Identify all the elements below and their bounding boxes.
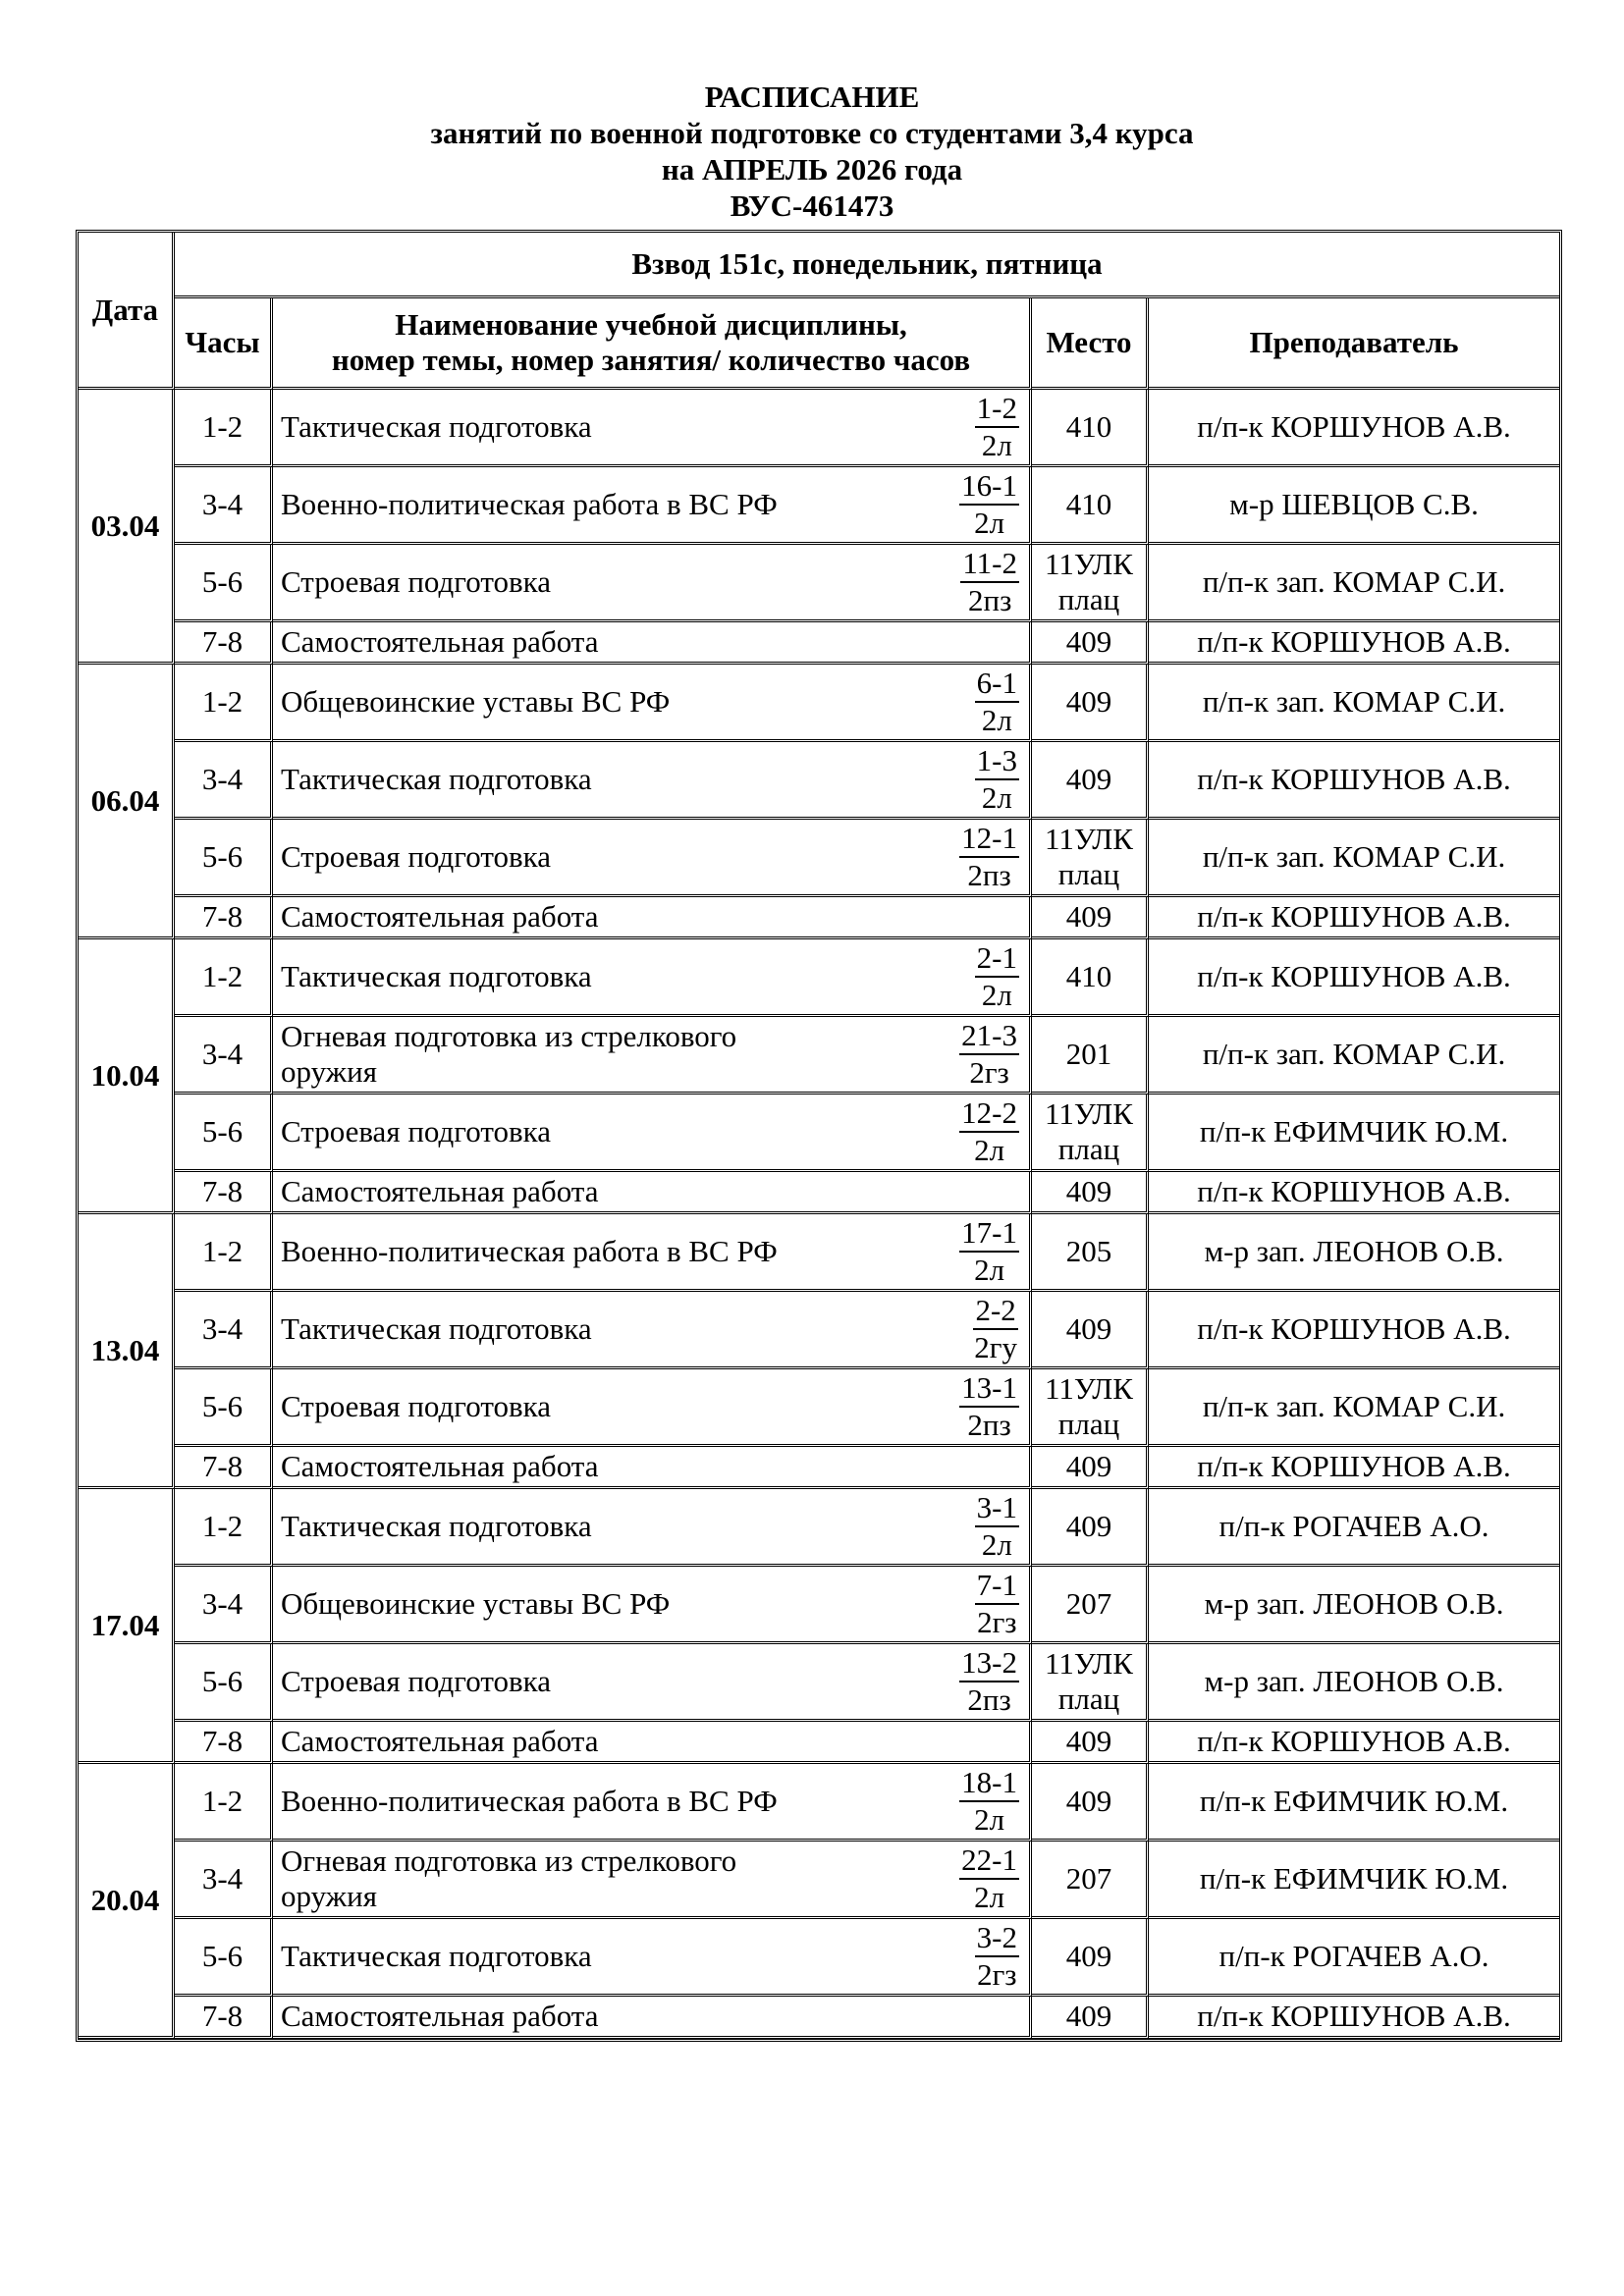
- hours-cell: 3-4: [175, 742, 273, 820]
- lesson-hours: 2гз: [969, 1055, 1009, 1090]
- lesson-hours: 2л: [974, 1802, 1005, 1837]
- document-header: [0, 79, 1624, 224]
- subject-wrap: [273, 939, 1029, 1014]
- subject-cell: [273, 1567, 1032, 1644]
- place-line: 409: [1065, 1724, 1112, 1758]
- place-line-2: плац: [1057, 582, 1120, 616]
- topic-fraction: [959, 1765, 1029, 1838]
- table-row: [79, 1567, 1559, 1644]
- topic-fraction: [975, 666, 1029, 738]
- subject-wrap: [273, 897, 1029, 936]
- place-line: 11УЛК: [1044, 547, 1133, 581]
- subject-wrap: [273, 1919, 1029, 1994]
- place-line: 409: [1065, 624, 1112, 659]
- subject-line: Огневая подготовка из стрелкового: [281, 1843, 737, 1878]
- subject-wrap: [273, 1369, 1029, 1444]
- subject-line: Тактическая подготовка: [281, 762, 592, 796]
- header-date: Дата: [79, 233, 175, 390]
- subject-name: [273, 1019, 736, 1090]
- topic-number: 3-2: [975, 1920, 1019, 1957]
- hours-cell: 7-8: [175, 622, 273, 665]
- lesson-hours: 2л: [974, 1253, 1005, 1287]
- teacher-cell: п/п-к зап. КОМАР С.И.: [1149, 665, 1559, 742]
- place-cell: [1032, 1764, 1149, 1842]
- subject-name: [273, 1843, 736, 1914]
- topic-fraction: [972, 1293, 1029, 1365]
- date-cell: 03.04: [79, 390, 175, 665]
- place-line: 11УЛК: [1044, 822, 1133, 856]
- subject-line: Строевая подготовка: [281, 1114, 551, 1148]
- subject-line: Строевая подготовка: [281, 1389, 551, 1423]
- topic-number: 17-1: [959, 1215, 1019, 1253]
- place-cell: [1032, 1292, 1149, 1369]
- hours-cell: 5-6: [175, 1644, 273, 1722]
- date-cell: 17.04: [79, 1489, 175, 1764]
- subject-line: Общевоинские уставы ВС РФ: [281, 1586, 671, 1621]
- subject-wrap: [273, 390, 1029, 464]
- place-cell: [1032, 1489, 1149, 1567]
- lesson-hours: 2пз: [967, 1682, 1011, 1717]
- subject-name: [273, 2001, 598, 2032]
- date-cell: 06.04: [79, 665, 175, 939]
- subject-name: [273, 762, 592, 797]
- table-row: [79, 1369, 1559, 1447]
- subject-line: Самостоятельная работа: [281, 1724, 599, 1758]
- topic-fraction: [975, 940, 1029, 1013]
- table-row: [79, 1017, 1559, 1095]
- place-line: 409: [1065, 899, 1112, 934]
- place-cell: [1032, 1447, 1149, 1489]
- doc-title: РАСПИСАНИЕ: [704, 80, 920, 114]
- subject-wrap: [273, 1997, 1029, 2036]
- header-place: Место: [1032, 298, 1149, 390]
- hours-cell: 5-6: [175, 1369, 273, 1447]
- topic-number: 2-2: [973, 1293, 1017, 1330]
- teacher-cell: п/п-к ЕФИМЧИК Ю.М.: [1149, 1764, 1559, 1842]
- subject-line: Самостоятельная работа: [281, 624, 599, 659]
- hours-cell: 7-8: [175, 897, 273, 939]
- hours-cell: 7-8: [175, 1722, 273, 1764]
- place-line-2: плац: [1057, 1682, 1120, 1716]
- table-row: [79, 467, 1559, 545]
- table-row: [79, 1095, 1559, 1172]
- place-cell: [1032, 1214, 1149, 1292]
- subject-wrap: [273, 545, 1029, 619]
- subject-cell: [273, 665, 1032, 742]
- place-cell: [1032, 1567, 1149, 1644]
- place-line: 409: [1065, 1509, 1112, 1543]
- subject-name: [273, 1726, 598, 1757]
- subject-cell: [273, 1919, 1032, 1997]
- lesson-hours: 2л: [974, 1880, 1005, 1914]
- subject-wrap: [273, 820, 1029, 894]
- place-line: 11УЛК: [1044, 1646, 1133, 1681]
- place-line: 409: [1065, 762, 1112, 796]
- place-cell: [1032, 1369, 1149, 1447]
- date-cell: 20.04: [79, 1764, 175, 2039]
- subject-line-2: оружия: [281, 1054, 377, 1089]
- topic-fraction: [959, 821, 1029, 893]
- place-cell: [1032, 390, 1149, 467]
- lesson-hours: 2гз: [977, 1605, 1017, 1639]
- table-row: [79, 1919, 1559, 1997]
- subject-line: Тактическая подготовка: [281, 1939, 592, 1973]
- lesson-hours: 2пз: [967, 1408, 1011, 1442]
- subject-line-2: оружия: [281, 1879, 377, 1913]
- topic-number: 13-2: [959, 1645, 1019, 1682]
- topic-number: 22-1: [959, 1842, 1019, 1880]
- hours-cell: 1-2: [175, 390, 273, 467]
- topic-number: 7-1: [975, 1568, 1019, 1605]
- topic-fraction: [959, 1018, 1029, 1091]
- teacher-cell: п/п-к ЕФИМЧИК Ю.М.: [1149, 1095, 1559, 1172]
- place-cell: [1032, 1997, 1149, 2039]
- teacher-cell: п/п-к зап. КОМАР С.И.: [1149, 820, 1559, 897]
- topic-fraction: [959, 468, 1029, 541]
- hours-cell: 1-2: [175, 665, 273, 742]
- hours-cell: 7-8: [175, 1447, 273, 1489]
- place-cell: [1032, 1017, 1149, 1095]
- place-cell: [1032, 1644, 1149, 1722]
- subject-name: [273, 901, 598, 933]
- subject-line: Огневая подготовка из стрелкового: [281, 1019, 737, 1053]
- subject-wrap: [273, 467, 1029, 542]
- place-cell: [1032, 820, 1149, 897]
- subject-name: [273, 409, 592, 445]
- subject-cell: [273, 939, 1032, 1017]
- table-row: [79, 1172, 1559, 1214]
- topic-fraction: [959, 1370, 1029, 1443]
- subject-line: Строевая подготовка: [281, 1664, 551, 1698]
- subject-cell: [273, 1172, 1032, 1214]
- subject-wrap: [273, 1447, 1029, 1486]
- subject-name: [273, 1311, 592, 1347]
- teacher-cell: п/п-к КОРШУНОВ А.В.: [1149, 1997, 1559, 2039]
- subject-name: [273, 1176, 598, 1207]
- place-line: 201: [1065, 1037, 1112, 1071]
- subject-cell: [273, 1489, 1032, 1567]
- table-row: [79, 1764, 1559, 1842]
- place-line: 410: [1065, 409, 1112, 444]
- subject-name: [273, 684, 670, 720]
- place-cell: [1032, 467, 1149, 545]
- teacher-cell: п/п-к КОРШУНОВ А.В.: [1149, 1722, 1559, 1764]
- place-line: 207: [1065, 1586, 1112, 1621]
- teacher-cell: п/п-к КОРШУНОВ А.В.: [1149, 1172, 1559, 1214]
- hours-cell: 5-6: [175, 820, 273, 897]
- teacher-cell: м-р ШЕВЦОВ С.В.: [1149, 467, 1559, 545]
- topic-number: 12-1: [959, 821, 1019, 858]
- place-line-2: плац: [1057, 1407, 1120, 1441]
- place-line: 409: [1065, 684, 1112, 719]
- place-cell: [1032, 1095, 1149, 1172]
- hours-cell: 3-4: [175, 467, 273, 545]
- place-cell: [1032, 1919, 1149, 1997]
- teacher-cell: п/п-к РОГАЧЕВ А.О.: [1149, 1489, 1559, 1567]
- hours-cell: 1-2: [175, 1489, 273, 1567]
- teacher-cell: п/п-к ЕФИМЧИК Ю.М.: [1149, 1842, 1559, 1919]
- hours-cell: 3-4: [175, 1842, 273, 1919]
- teacher-cell: п/п-к КОРШУНОВ А.В.: [1149, 390, 1559, 467]
- header-subject-line1: Наименование учебной дисциплины,: [395, 307, 907, 342]
- topic-fraction: [959, 1215, 1029, 1288]
- lesson-hours: 2гу: [974, 1330, 1017, 1364]
- place-cell: [1032, 1842, 1149, 1919]
- hours-cell: 5-6: [175, 1095, 273, 1172]
- subject-cell: [273, 1842, 1032, 1919]
- table-row: [79, 1997, 1559, 2039]
- subject-name: [273, 626, 598, 658]
- subject-cell: [273, 820, 1032, 897]
- lesson-hours: 2л: [981, 428, 1012, 462]
- table-row: [79, 622, 1559, 665]
- table-row: [79, 897, 1559, 939]
- place-line: 409: [1065, 1939, 1112, 1973]
- topic-number: 1-3: [975, 743, 1019, 780]
- place-cell: [1032, 1172, 1149, 1214]
- header-group: Взвод 151с, понедельник, пятница: [175, 233, 1559, 298]
- place-line: 410: [1065, 487, 1112, 521]
- subject-name: [273, 1664, 551, 1699]
- place-cell: [1032, 897, 1149, 939]
- subject-line: Общевоинские уставы ВС РФ: [281, 684, 671, 719]
- place-line: 205: [1065, 1234, 1112, 1268]
- subject-name: [273, 959, 592, 994]
- topic-number: 18-1: [959, 1765, 1019, 1802]
- place-line: 409: [1065, 1449, 1112, 1483]
- topic-fraction: [959, 1842, 1029, 1915]
- header-teacher: Преподаватель: [1149, 298, 1559, 390]
- subject-wrap: [273, 665, 1029, 739]
- teacher-cell: п/п-к КОРШУНОВ А.В.: [1149, 1292, 1559, 1369]
- place-line: 11УЛК: [1044, 1096, 1133, 1131]
- subject-name: [273, 1114, 551, 1149]
- hours-cell: 7-8: [175, 1997, 273, 2039]
- hours-cell: 3-4: [175, 1292, 273, 1369]
- place-line: 410: [1065, 959, 1112, 993]
- topic-fraction: [975, 1490, 1029, 1563]
- place-cell: [1032, 939, 1149, 1017]
- subject-cell: [273, 545, 1032, 622]
- topic-number: 3-1: [975, 1490, 1019, 1527]
- place-cell: [1032, 665, 1149, 742]
- subject-wrap: [273, 742, 1029, 817]
- topic-number: 2-1: [975, 940, 1019, 978]
- schedule-body: [79, 390, 1559, 2039]
- topic-fraction: [975, 1920, 1029, 1993]
- topic-fraction: [960, 546, 1029, 618]
- subject-cell: [273, 1997, 1032, 2039]
- subject-name: [273, 1451, 598, 1482]
- table-row: [79, 1722, 1559, 1764]
- subject-line: Военно-политическая работа в ВС РФ: [281, 1234, 778, 1268]
- subject-wrap: [273, 1214, 1029, 1289]
- hours-cell: 3-4: [175, 1567, 273, 1644]
- subject-name: [273, 1389, 551, 1424]
- subject-line: Тактическая подготовка: [281, 1509, 592, 1543]
- schedule-table: [76, 230, 1562, 2042]
- topic-fraction: [959, 1095, 1029, 1168]
- topic-number: 21-3: [959, 1018, 1019, 1055]
- lesson-hours: 2л: [981, 1527, 1012, 1562]
- topic-number: 12-2: [959, 1095, 1019, 1133]
- place-line: 409: [1065, 1311, 1112, 1346]
- subject-cell: [273, 1214, 1032, 1292]
- subject-cell: [273, 1644, 1032, 1722]
- place-line: 409: [1065, 1174, 1112, 1208]
- topic-number: 1-2: [975, 391, 1019, 428]
- subject-cell: [273, 1292, 1032, 1369]
- subject-name: [273, 1939, 592, 1974]
- lesson-hours: 2л: [974, 1133, 1005, 1167]
- subject-cell: [273, 897, 1032, 939]
- header-subject-line2: номер темы, номер занятия/ количество часов: [331, 343, 971, 377]
- subject-cell: [273, 1095, 1032, 1172]
- subject-cell: [273, 622, 1032, 665]
- header-subject: [273, 298, 1032, 390]
- topic-number: 16-1: [959, 468, 1019, 506]
- table-row: [79, 545, 1559, 622]
- table-row: [79, 1489, 1559, 1567]
- topic-fraction: [975, 1568, 1029, 1640]
- table-row: [79, 939, 1559, 1017]
- place-line-2: плац: [1057, 857, 1120, 891]
- table-row: [79, 665, 1559, 742]
- subject-cell: [273, 1764, 1032, 1842]
- topic-fraction: [975, 743, 1029, 816]
- teacher-cell: п/п-к зап. КОМАР С.И.: [1149, 545, 1559, 622]
- subject-line: Военно-политическая работа в ВС РФ: [281, 487, 778, 521]
- table-row: [79, 1842, 1559, 1919]
- subject-wrap: [273, 1764, 1029, 1839]
- table-row: [79, 820, 1559, 897]
- hours-cell: 5-6: [175, 545, 273, 622]
- table-row: [79, 1214, 1559, 1292]
- lesson-hours: 2л: [981, 703, 1012, 737]
- table-row: [79, 1644, 1559, 1722]
- subject-name: [273, 1509, 592, 1544]
- place-cell: [1032, 742, 1149, 820]
- subject-wrap: [273, 1842, 1029, 1916]
- date-cell: 13.04: [79, 1214, 175, 1489]
- subject-line: Военно-политическая работа в ВС РФ: [281, 1784, 778, 1818]
- table-row: [79, 1447, 1559, 1489]
- lesson-hours: 2гз: [977, 1957, 1017, 1992]
- subject-line: Тактическая подготовка: [281, 409, 592, 444]
- teacher-cell: п/п-к КОРШУНОВ А.В.: [1149, 1447, 1559, 1489]
- teacher-cell: м-р зап. ЛЕОНОВ О.В.: [1149, 1567, 1559, 1644]
- subject-wrap: [273, 1489, 1029, 1564]
- doc-period: на АПРЕЛЬ 2026 года: [661, 152, 963, 187]
- teacher-cell: п/п-к РОГАЧЕВ А.О.: [1149, 1919, 1559, 1997]
- subject-wrap: [273, 1095, 1029, 1169]
- teacher-cell: п/п-к КОРШУНОВ А.В.: [1149, 622, 1559, 665]
- table-row: [79, 390, 1559, 467]
- lesson-hours: 2л: [981, 978, 1012, 1012]
- subject-line: Строевая подготовка: [281, 564, 551, 599]
- topic-number: 13-1: [959, 1370, 1019, 1408]
- hours-cell: 1-2: [175, 939, 273, 1017]
- table-row: [79, 742, 1559, 820]
- subject-name: [273, 1586, 670, 1622]
- subject-name: [273, 487, 778, 522]
- teacher-cell: п/п-к зап. КОМАР С.И.: [1149, 1369, 1559, 1447]
- subject-line: Тактическая подготовка: [281, 1311, 592, 1346]
- subject-line: Самостоятельная работа: [281, 1449, 599, 1483]
- subject-line: Самостоятельная работа: [281, 1174, 599, 1208]
- place-line: 11УЛК: [1044, 1371, 1133, 1406]
- teacher-cell: п/п-к зап. КОМАР С.И.: [1149, 1017, 1559, 1095]
- subject-name: [273, 1784, 778, 1819]
- teacher-cell: п/п-к КОРШУНОВ А.В.: [1149, 939, 1559, 1017]
- subject-name: [273, 1234, 778, 1269]
- subject-line: Самостоятельная работа: [281, 899, 599, 934]
- place-cell: [1032, 622, 1149, 665]
- place-cell: [1032, 1722, 1149, 1764]
- subject-wrap: [273, 1292, 1029, 1366]
- lesson-hours: 2пз: [967, 858, 1011, 892]
- teacher-cell: м-р зап. ЛЕОНОВ О.В.: [1149, 1214, 1559, 1292]
- subject-cell: [273, 742, 1032, 820]
- topic-number: 11-2: [960, 546, 1019, 583]
- header-hours: Часы: [175, 298, 273, 390]
- place-cell: [1032, 545, 1149, 622]
- subject-cell: [273, 1447, 1032, 1489]
- place-line: 207: [1065, 1861, 1112, 1896]
- hours-cell: 3-4: [175, 1017, 273, 1095]
- lesson-hours: 2л: [981, 780, 1012, 815]
- subject-cell: [273, 1722, 1032, 1764]
- subject-line: Строевая подготовка: [281, 839, 551, 874]
- doc-code: ВУС-461473: [730, 188, 894, 223]
- topic-fraction: [975, 391, 1029, 463]
- subject-wrap: [273, 1172, 1029, 1211]
- doc-subtitle: занятий по военной подготовке со студентами 3,4 курса: [430, 116, 1194, 150]
- subject-wrap: [273, 1017, 1029, 1092]
- subject-cell: [273, 1017, 1032, 1095]
- date-cell: 10.04: [79, 939, 175, 1214]
- subject-cell: [273, 390, 1032, 467]
- teacher-cell: м-р зап. ЛЕОНОВ О.В.: [1149, 1644, 1559, 1722]
- subject-wrap: [273, 1567, 1029, 1641]
- lesson-hours: 2л: [974, 506, 1005, 540]
- hours-cell: 5-6: [175, 1919, 273, 1997]
- teacher-cell: п/п-к КОРШУНОВ А.В.: [1149, 742, 1559, 820]
- place-line-2: плац: [1057, 1132, 1120, 1166]
- subject-cell: [273, 467, 1032, 545]
- table-row: [79, 1292, 1559, 1369]
- hours-cell: 7-8: [175, 1172, 273, 1214]
- lesson-hours: 2пз: [967, 583, 1012, 617]
- subject-line: Самостоятельная работа: [281, 1999, 599, 2033]
- topic-number: 6-1: [975, 666, 1019, 703]
- hours-cell: 1-2: [175, 1764, 273, 1842]
- subject-name: [273, 839, 551, 875]
- hours-cell: 1-2: [175, 1214, 273, 1292]
- subject-name: [273, 564, 551, 600]
- subject-cell: [273, 1369, 1032, 1447]
- subject-wrap: [273, 622, 1029, 662]
- place-line: 409: [1065, 1784, 1112, 1818]
- teacher-cell: п/п-к КОРШУНОВ А.В.: [1149, 897, 1559, 939]
- subject-wrap: [273, 1644, 1029, 1719]
- place-line: 409: [1065, 1999, 1112, 2033]
- subject-wrap: [273, 1722, 1029, 1761]
- topic-fraction: [959, 1645, 1029, 1718]
- subject-line: Тактическая подготовка: [281, 959, 592, 993]
